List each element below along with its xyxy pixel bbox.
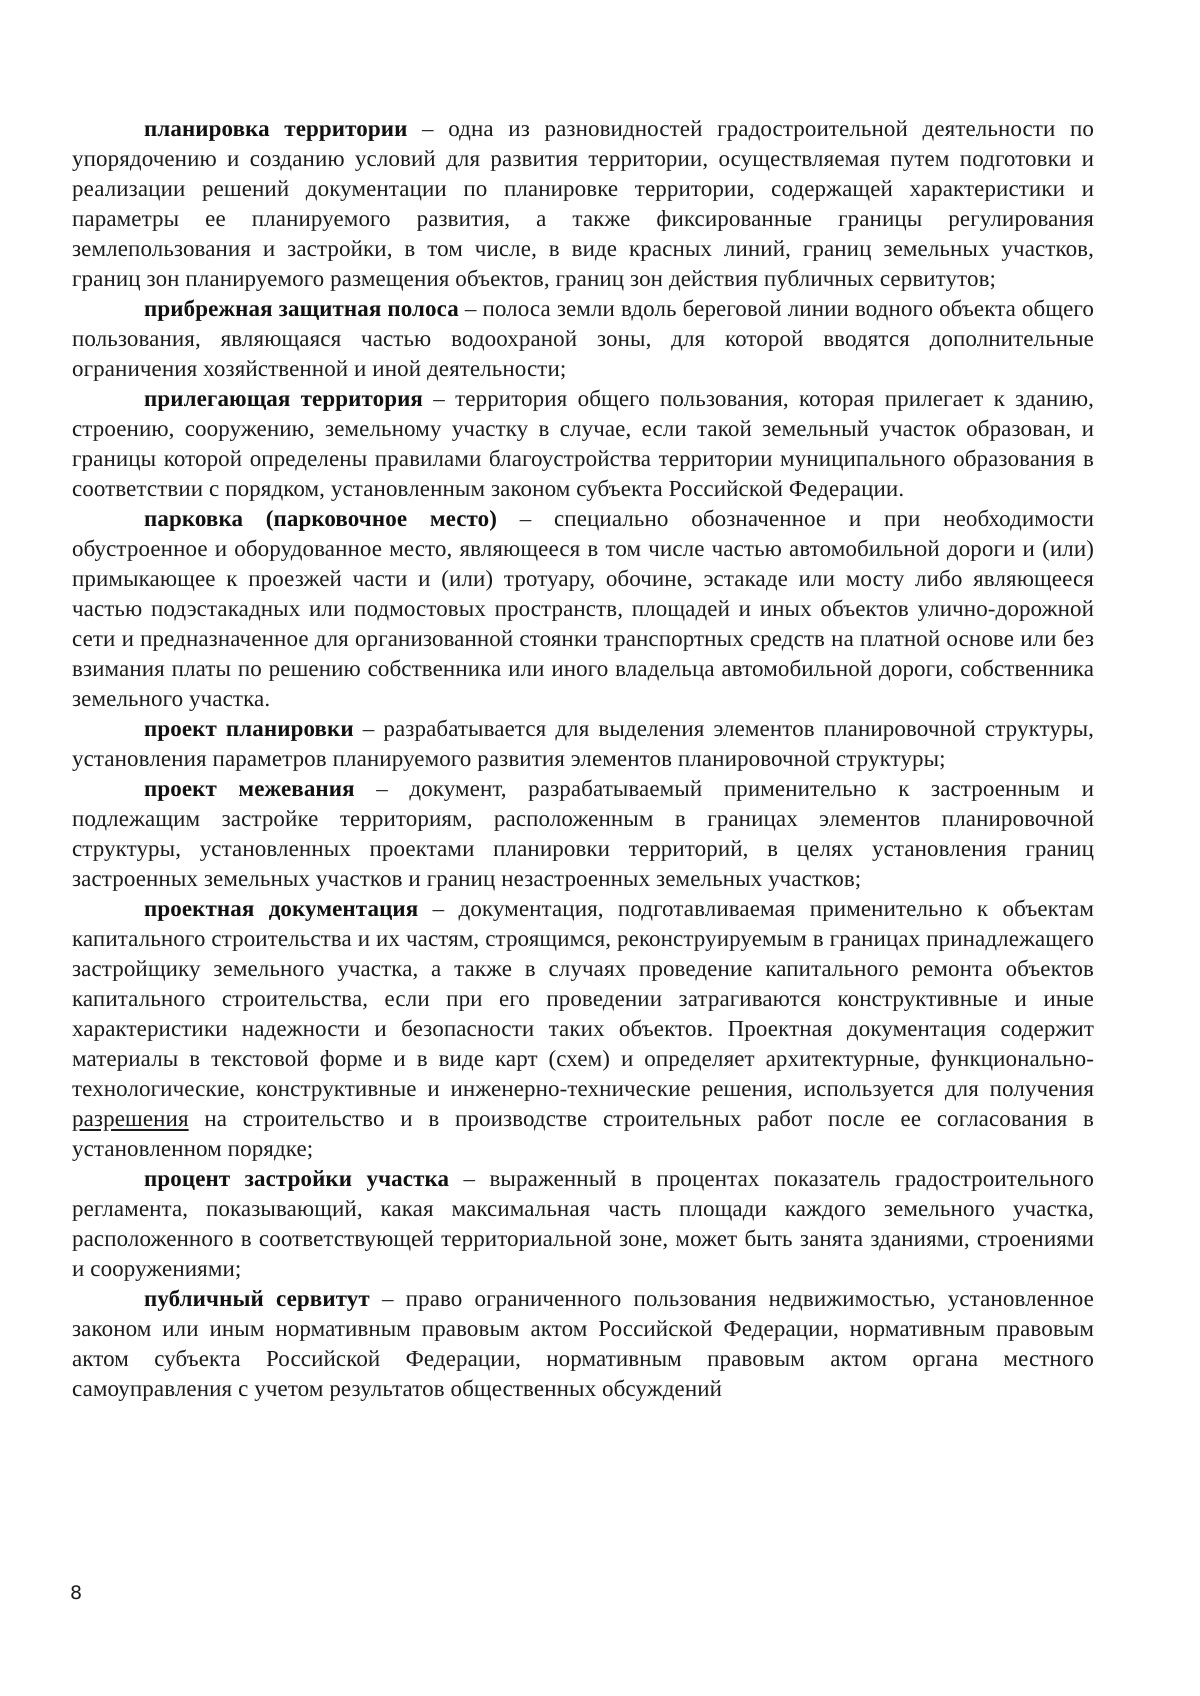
definition-text: – документация, подготавливаемая применительно к объектам капитального строительства и их частям, строящимся, реконструируемым в границах принадлежащего застройщику земельного участка, а также в случаях проведение капитального ремонта объектов капитального строительства, если при его проведении затрагиваются конструктивные и иные характеристики надежности и безопасности таких объектов. Проектная документация содержит материалы в текстовой форме и в виде карт (схем) и определяет архитектурные, функционально-технологические, конструктивные и инженерно-технические решения, используется для получения — [72, 896, 1094, 1101]
definition-text: – выраженный в процентах показатель градостроительного регламента, показывающий, какая максимальная часть площади каждого земельного участка, расположенного в соответствующей территориальной зоне, может быть занята зданиями, строениями и сооружениями; — [72, 1166, 1094, 1281]
definition-text: – разрабатывается для выделения элементов планировочной структуры, установления параметров планируемого развития элементов планировочной структуры; — [72, 716, 1094, 771]
definition-term: планировка территории — [144, 116, 408, 141]
definition-paragraph — [72, 294, 1094, 384]
definition-paragraph — [72, 504, 1094, 714]
definition-text: на строительство и в производстве строительных работ после ее согласования в установленном порядке; — [72, 1106, 1094, 1161]
definition-paragraph — [72, 1164, 1094, 1284]
definition-paragraph — [72, 114, 1094, 294]
definition-paragraph — [72, 384, 1094, 504]
definition-paragraph — [72, 714, 1094, 774]
page-number: 8 — [70, 1582, 83, 1604]
definition-text: – документ, разрабатываемый применительно к застроенным и подлежащим застройке территориям, расположенным в границах элементов планировочной структуры, установленных проектами планировки территорий, в целях установления границ застроенных земельных участков и границ незастроенных земельных участков; — [72, 776, 1094, 891]
definition-term: прибрежная защитная полоса — [144, 296, 459, 321]
definition-text: – специально обозначенное и при необходимости обустроенное и оборудованное место, являющееся в том числе частью автомобильной дороги и (или) примыкающее к проезжей части и (или) тротуару, обочине, эстакаде или мосту либо являющееся частью подэстакадных или подмостовых пространств, площадей и иных объектов улично-дорожной сети и предназначенное для организованной стоянки транспортных средств на платной основе или без взимания платы по решению собственника или иного владельца автомобильной дороги, собственника земельного участка. — [72, 506, 1094, 711]
definition-term: парковка (парковочное место) — [144, 506, 497, 531]
permit-link[interactable]: разрешения — [72, 1106, 189, 1131]
definition-term: прилегающая территория — [144, 386, 423, 411]
definition-paragraph — [72, 894, 1094, 1164]
definition-paragraph — [72, 1284, 1094, 1404]
definition-paragraph — [72, 774, 1094, 894]
definition-term: процент застройки участка — [144, 1166, 450, 1191]
definition-term: проектная документация — [144, 896, 419, 921]
definition-text: – территория общего пользования, которая прилегает к зданию, строению, сооружению, земельному участку в случае, если такой земельный участок образован, и границы которой определены правилами благоустройства территории муниципального образования в соответствии с порядком, установленным законом субъекта Российской Федерации. — [72, 386, 1095, 501]
definition-text: – право ограниченного пользования недвижимостью, установленное законом или иным нормативным правовым актом Российской Федерации, нормативным правовым актом субъекта Российской Федерации, нормативным правовым актом органа местного самоуправления с учетом результатов общественных обсуждений — [72, 1286, 1094, 1401]
definition-text: – одна из разновидностей градостроительной деятельности по упорядочению и созданию условий для развития территории, осуществляемая путем подготовки и реализации решений документации по планировке территории, содержащей характеристики и параметры ее планируемого развития, а также фиксированные границы регулирования землепользования и застройки, в том числе, в виде красных линий, границ земельных участков, границ зон планируемого размещения объектов, границ зон действия публичных сервитутов; — [72, 116, 1095, 291]
definitions-text — [72, 114, 1094, 1404]
definition-text: – полоса земли вдоль береговой линии водного объекта общего пользования, являющаяся частью водоохраной зоны, для которой вводятся дополнительные ограничения хозяйственной и иной деятельности; — [72, 296, 1094, 381]
definition-term: проект планировки — [144, 716, 354, 741]
definition-term: публичный сервитут — [144, 1286, 370, 1311]
definition-term: проект межевания — [144, 776, 355, 801]
